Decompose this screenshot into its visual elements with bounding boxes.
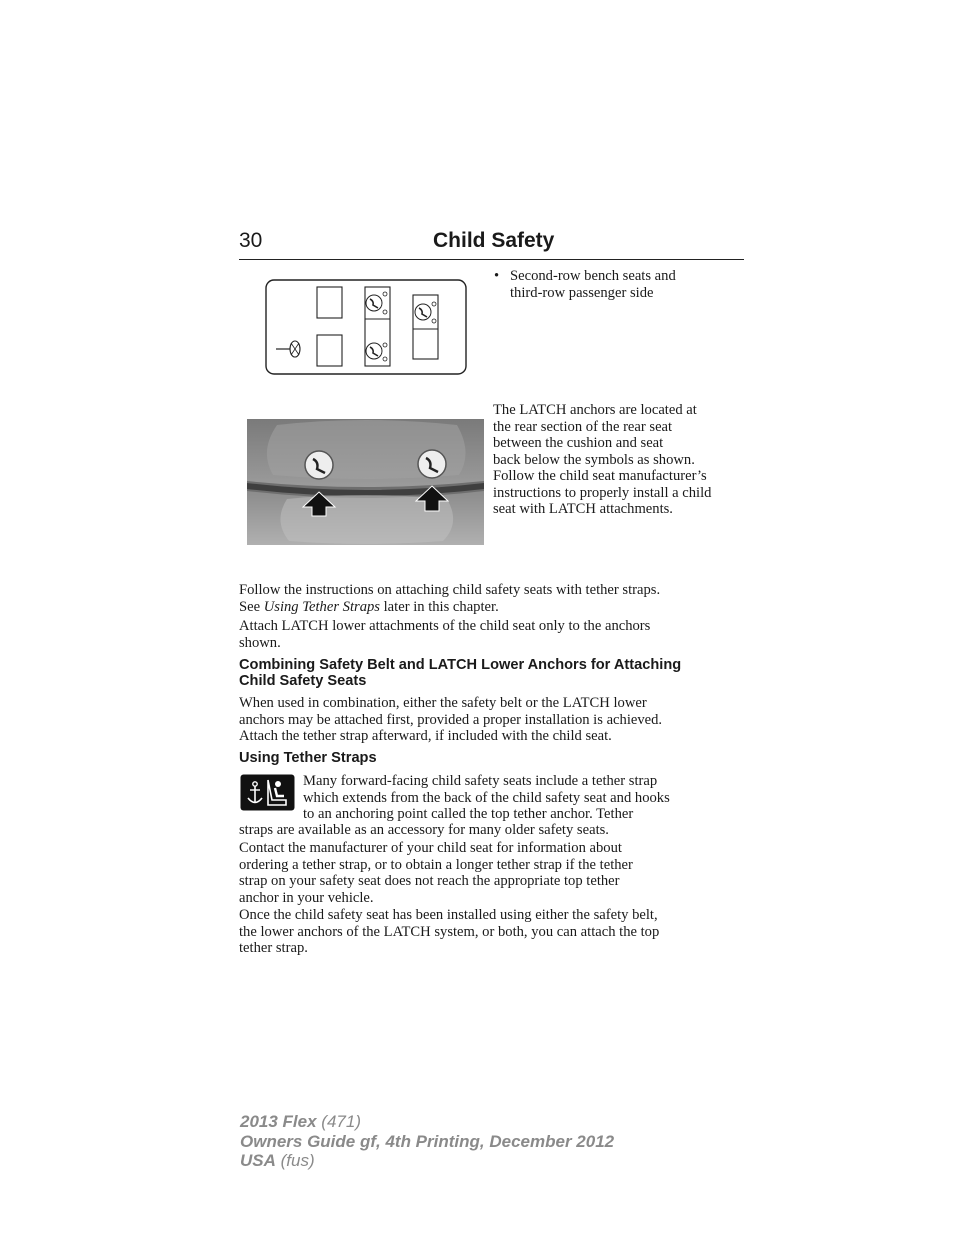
text-line: Follow the child seat manufacturer’s [493, 468, 707, 484]
latch-location-paragraph [493, 402, 745, 518]
bullet-line: third-row passenger side [510, 284, 654, 301]
footer-line [240, 1132, 614, 1152]
text-line: back below the symbols as shown. [493, 451, 695, 468]
attach-tether-paragraph [239, 907, 744, 957]
text-line: the rear section of the rear seat [493, 418, 673, 435]
combination-paragraph [239, 695, 744, 745]
text-line: Attach the tether strap afterward, if included with the child seat. [239, 728, 612, 744]
text-line: anchor in your vehicle. [239, 889, 374, 906]
see-word: See [239, 598, 261, 615]
text-line: tether strap. [239, 940, 308, 956]
text-line: anchors may be attached first, provided a proper installation is achieved. [239, 711, 663, 728]
footer-model-code: (471) [321, 1112, 361, 1131]
footer-line [240, 1151, 614, 1171]
footer-region-code: (fus) [280, 1151, 315, 1170]
document-footer [240, 1112, 614, 1171]
tether-intro-paragraph-end [239, 822, 744, 839]
text-line: Once the child safety seat has been installed using either the safety belt, [239, 907, 658, 923]
section-heading-combining [239, 657, 744, 689]
text-line: ordering a tether strap, or to obtain a longer tether strap if the tether [239, 856, 633, 873]
footer-region: USA [240, 1151, 276, 1170]
text-line: the lower anchors of the LATCH system, or both, you can attach the top [239, 923, 660, 940]
ref-tail: later in this chapter. [383, 598, 499, 615]
text-line: Attach LATCH lower attachments of the child seat only to the anchors [239, 618, 651, 634]
text-line: between the cushion and seat [493, 435, 664, 451]
text-line: instructions to properly install a child [493, 484, 712, 501]
footer-model: 2013 Flex [240, 1112, 317, 1131]
heading-line: Combining Safety Belt and LATCH Lower Anchors for Attaching [239, 657, 682, 673]
text-line: strap on your safety seat does not reach the appropriate top tether [239, 873, 620, 889]
chapter-title: Child Safety [433, 229, 555, 252]
text-line [239, 599, 744, 616]
tether-instructions-paragraph [239, 582, 744, 615]
section-heading-tether: Using Tether Straps [239, 750, 377, 766]
text-line: straps are available as an accessory for many older safety seats. [239, 822, 609, 838]
bullet-seat-positions [494, 268, 744, 301]
cross-reference-link[interactable]: Using Tether Straps [263, 598, 380, 615]
bullet-symbol: • [494, 268, 500, 284]
footer-line [240, 1112, 614, 1132]
text-line: to an anchoring point called the top tether anchor. Tether [303, 806, 634, 822]
header-rule [239, 259, 744, 260]
heading-line: Child Safety Seats [239, 673, 367, 689]
text-line: which extends from the back of the child safety seat and hooks [303, 789, 670, 806]
contact-manufacturer-paragraph [239, 840, 744, 906]
text-line: Contact the manufacturer of your child seat for information about [239, 840, 622, 856]
attach-latch-paragraph [239, 618, 744, 651]
bullet-line: Second-row bench seats and [510, 268, 676, 284]
latch-anchor-photo [247, 419, 484, 545]
text-line: The LATCH anchors are located at [493, 402, 697, 418]
text-line: shown. [239, 634, 281, 651]
text-line: seat with LATCH attachments. [493, 501, 673, 517]
tether-intro-paragraph [303, 773, 745, 823]
text-line: When used in combination, either the safety belt or the LATCH lower [239, 695, 647, 711]
page-number: 30 [239, 229, 263, 252]
text-line: Many forward-facing child safety seats include a tether strap [303, 773, 658, 789]
text-line: Follow the instructions on attaching child safety seats with tether straps. [239, 582, 661, 598]
child-seat-tether-icon [240, 774, 295, 811]
footer-guide: Owners Guide gf, 4th Printing, December 2012 [240, 1131, 615, 1151]
vehicle-seating-diagram-icon [265, 279, 467, 375]
